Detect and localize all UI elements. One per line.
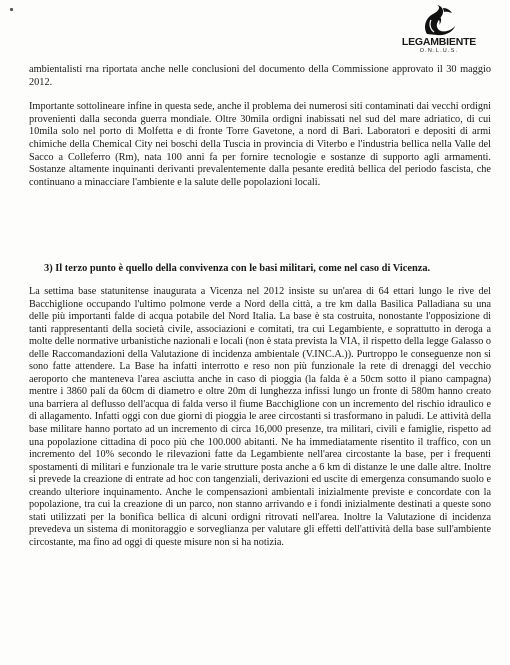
section-heading: 3) Il terzo punto è quello della convivenza con le basi militari, come nel caso di Vicenza.	[44, 263, 431, 274]
logo-name: LEGAMBIENTE	[401, 36, 477, 48]
swan-logo-icon	[419, 4, 459, 36]
scan-mark	[10, 8, 13, 11]
paragraph: ambientalisti rna riportata anche nelle conclusioni del documento della Commissione approvato il 30 maggio 2012.	[29, 64, 491, 88]
paragraph: Importante sottolineare infine in questa sede, anche il problema dei numerosi siti contaminati dai vecchi ordigni provenienti dalla seconda guerra mondiale. Oltre 30mila ordigni inabissati nel sud del mare adriatico, di cui 10mila solo nel porto di Molfetta e di fronte Torre Gavetone, a nord di Bari. Laboratori e depositi di armi chimiche della Chemical City nei boschi della Tuscia in provincia di Viterbo e l'industria bellica nella Valle del Sacco a Colleferro (Rm), nata 100 anni fa per fornire tecnologie e sostanze di supporto agli armamenti. Sostanze altamente inquinanti derivanti prevalentemente dalla pesante eredità bellica del periodo fascista, che continuano a minacciare l'ambiente e la salute delle popolazioni locali.	[29, 101, 491, 188]
intro-text	[29, 64, 491, 189]
logo-subtitle: O.N.L.U.S.	[419, 48, 459, 54]
section-text	[29, 286, 491, 549]
paragraph: La settima base statunitense inaugurata a Vicenza nel 2012 insiste su un'area di 64 ettari lungo le rive del Bacchiglione occupando l'ultimo polmone verde a Nord della città, a tre km dalla Basilica Palladiana su una delle più importanti falde di acqua potabile del Nord Italia. La base è sta costruita, nonostante l'opposizione di tanti rappresentanti della società civile, associazioni e comitati, tra cui Legambiente, e soprattutto in deroga a molte delle normative urbanistiche nazionali e locali (non è stata prevista la VIA, il rispetto della legge Galasso o delle Raccomandazioni della Valutazione di incidenza ambientale (V.INC.A.)). Purtroppo le conseguenze non si sono fatte attendere. La Base ha infatti interrotto e reso non più funzionale la rete di drenaggi del vecchio aeroporto che manteneva l'area asciutta anche in caso di pioggia (la falda è a 50cm sotto il piano campagna) mentre i 3860 pali da 60cm di diametro e oltre 20m di lunghezza infissi lungo un fronte di 580m hanno creato una barriera al deflusso dell'acqua di falda verso il fiume Bacchiglione con un incremento del rischio idraulico e di allagamento. Infatti oggi con due giorni di pioggia le aree circostanti si trasformano in paludi. Le attività della base militare hanno portato ad un incremento di circa 16,000 presenze, tra militari, civili e famiglie, rispetto ad una popolazione cittadina di poco più che 100.000 abitanti. Ne ha immediatamente risentito il traffico, con un incremento del 10% secondo le rilevazioni fatte da Legambiente nell'area circostante la base, per i frequenti spostamenti di militari e funzionale tra le varie strutture posta anche a 6 km di distanze le une dalle altre. Inoltre si prevede la creazione di entrate ad hoc con tangenziali, derivazioni ed uscite di emergenza consumando suolo e creando ulteriore inquinamento. Anche le compensazioni ambientali inizialmente previste e concordate con la popolazione, tra cui la creazione di un parco, non stanno arrivando e i fondi inizialmente destinati a queste sono stati utilizzati per la bonifica bellica di alcuni ordigni ritrovati nell'area. Inoltre la Valutazione di incidenza prevedeva un sistema di monitoraggio e sorveglianza per valutare gli effetti dell'attività della base sull'ambiente circostante, ma fino ad oggi di queste misure non si ha notizia.	[29, 286, 491, 548]
legambiente-logo	[384, 4, 494, 62]
